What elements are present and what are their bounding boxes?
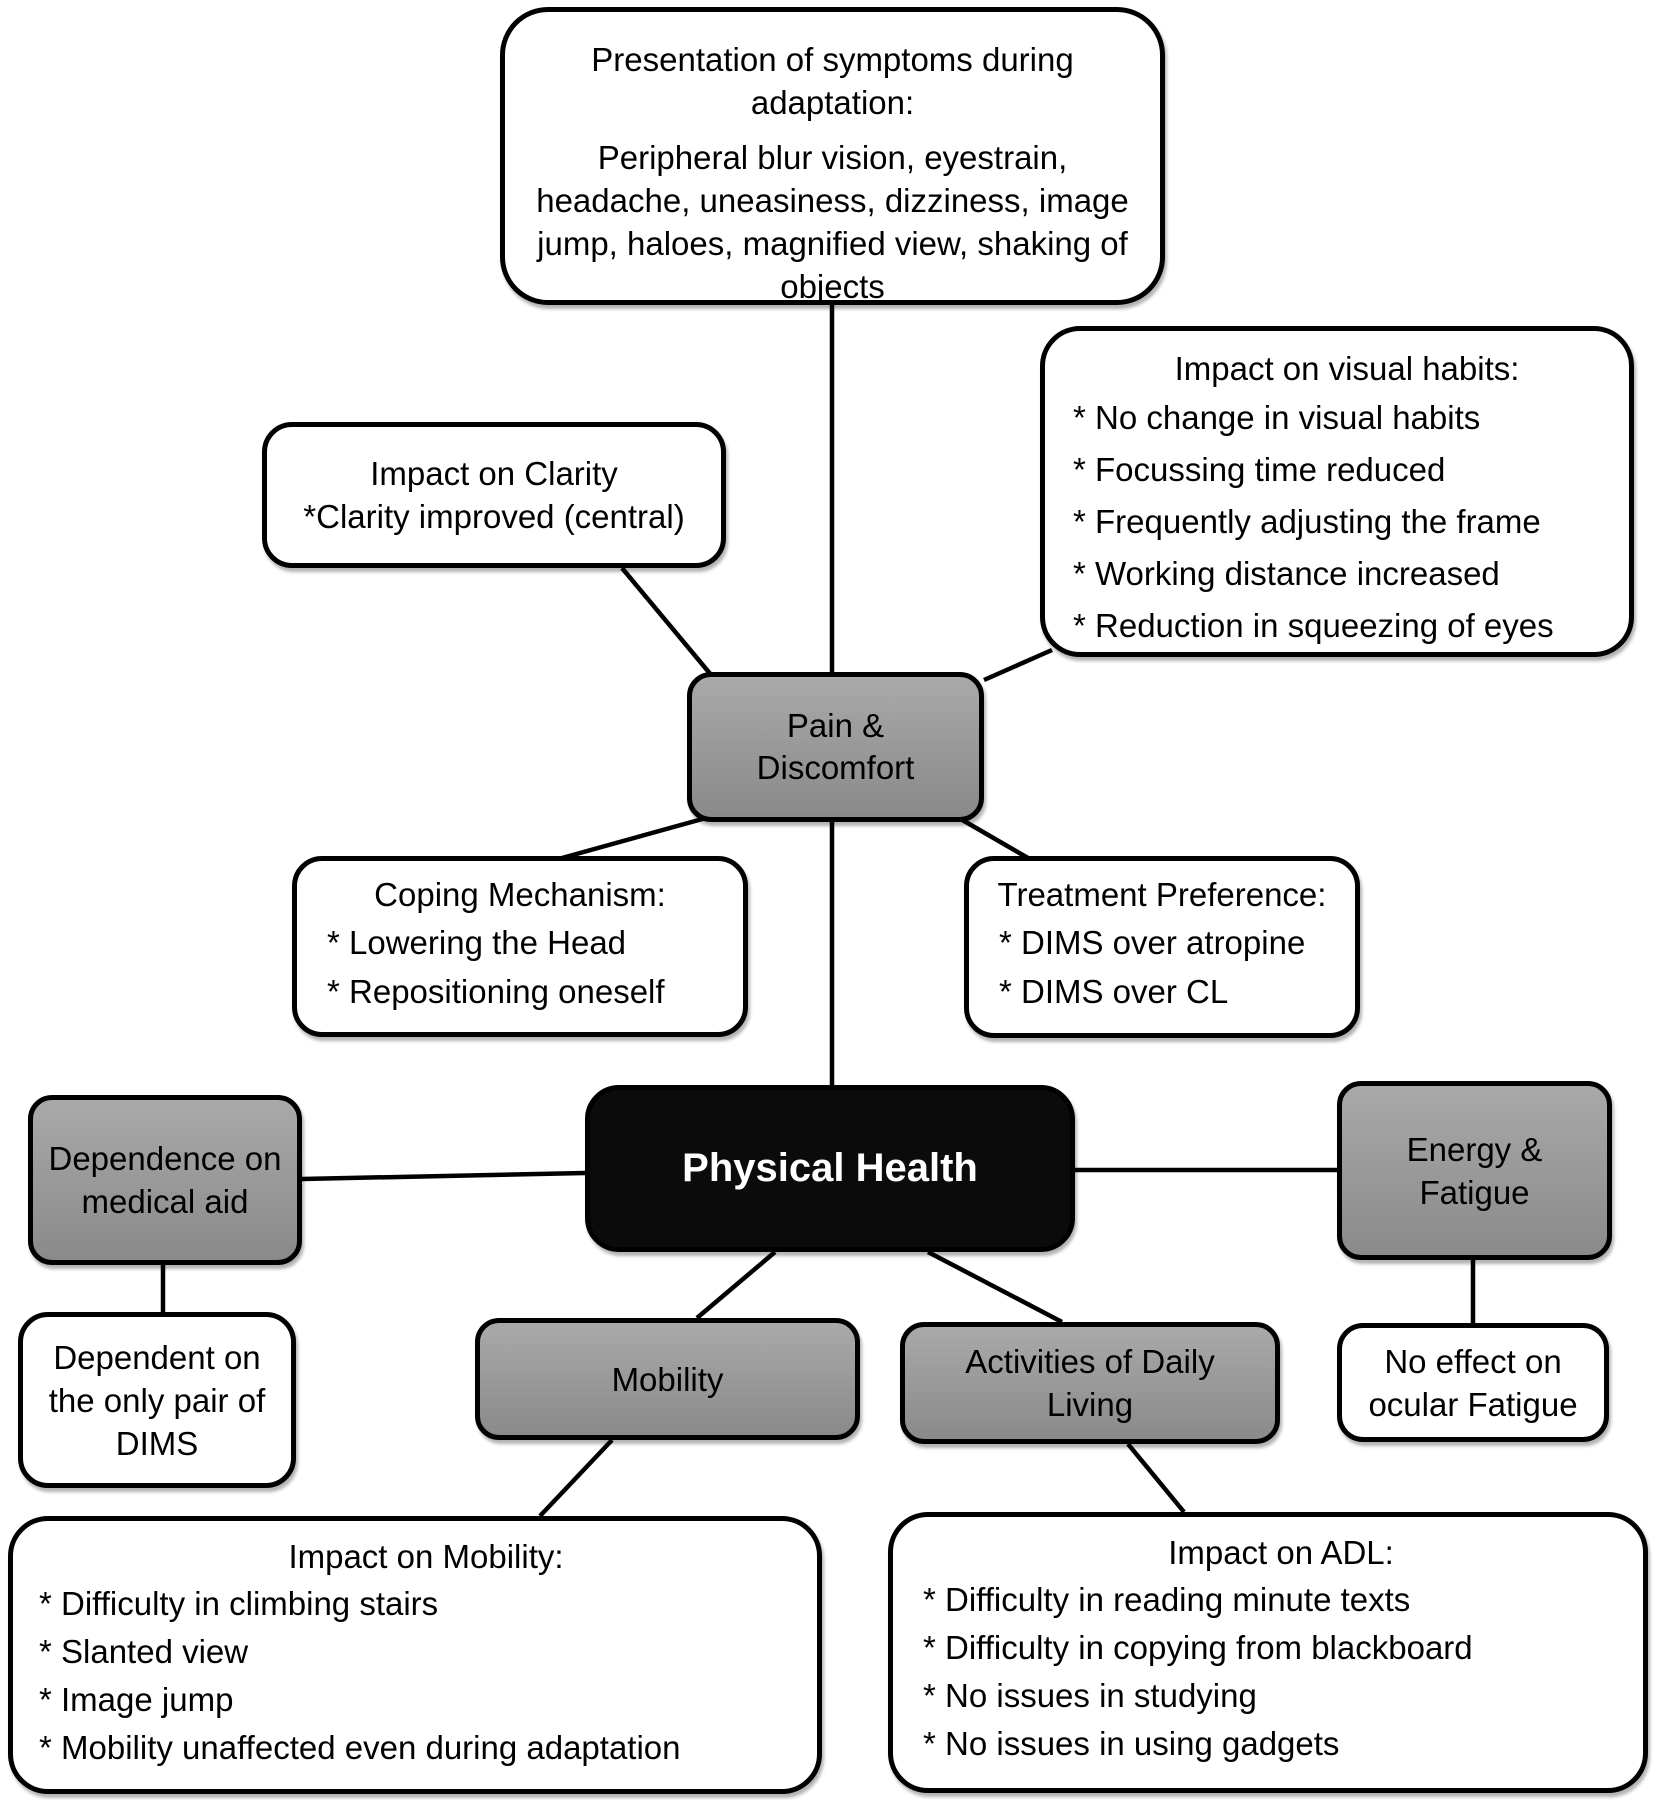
- clarity-title: Impact on Clarity: [370, 455, 618, 492]
- dependent-dims-label: Dependent on the only pair of DIMS: [48, 1338, 266, 1462]
- edge-adl-impactadl: [1128, 1444, 1184, 1512]
- treatment-items: [973, 918, 1351, 1016]
- edge-clarity-pain: [622, 568, 712, 676]
- edge-pain-coping: [562, 818, 706, 858]
- impact-mobility-item: * Image jump: [39, 1681, 234, 1718]
- treatment-title: Treatment Preference:: [997, 876, 1327, 913]
- edge-visualhabits-pain: [984, 650, 1052, 680]
- node-dependence-on-medical-aid: [28, 1095, 302, 1265]
- edge-physicalhealth-adl: [928, 1252, 1062, 1322]
- visual-habits-items: [1069, 392, 1625, 652]
- impact-adl-title: Impact on ADL:: [1168, 1534, 1394, 1571]
- visual-habits-item: * Focussing time reduced: [1073, 451, 1446, 488]
- impact-mobility-title: Impact on Mobility:: [288, 1538, 564, 1575]
- impact-adl-items: [923, 1576, 1639, 1768]
- symptoms-title: Presentation of symptoms during adaptation:: [591, 41, 1074, 121]
- energy-label: Energy & Fatigue: [1406, 1130, 1543, 1211]
- mobility-label: Mobility: [611, 1360, 724, 1398]
- visual-habits-item: * Working distance increased: [1073, 555, 1500, 592]
- treatment-item: * DIMS over atropine: [999, 924, 1306, 961]
- no-effect-label: No effect on ocular Fatigue: [1368, 1342, 1578, 1423]
- adl-label: Activities of Daily Living: [965, 1343, 1215, 1423]
- dependence-label: Dependence on medical aid: [48, 1140, 282, 1220]
- coping-title: Coping Mechanism:: [374, 876, 666, 913]
- node-coping-mechanism: [292, 856, 748, 1037]
- impact-adl-item: * Difficulty in reading minute texts: [923, 1581, 1411, 1618]
- impact-mobility-item: * Mobility unaffected even during adaptation: [39, 1729, 681, 1766]
- physical-health-label: Physical Health: [682, 1146, 978, 1190]
- node-impact-on-adl: [888, 1512, 1648, 1793]
- impact-mobility-items: [39, 1580, 813, 1772]
- node-no-effect-on-ocular-fatigue: [1337, 1323, 1609, 1442]
- node-symptoms-during-adaptation: [500, 7, 1165, 305]
- impact-adl-item: * No issues in using gadgets: [923, 1725, 1340, 1762]
- node-dependent-on-only-pair-of-dims: [18, 1312, 296, 1488]
- impact-mobility-item: * Slanted view: [39, 1633, 249, 1670]
- impact-adl-item: * Difficulty in copying from blackboard: [923, 1629, 1473, 1666]
- impact-adl-item: * No issues in studying: [923, 1677, 1257, 1714]
- node-impact-on-mobility: [8, 1516, 822, 1794]
- impact-mobility-item: * Difficulty in climbing stairs: [39, 1585, 439, 1622]
- node-treatment-preference: [964, 856, 1360, 1038]
- edge-physicalhealth-dependence: [302, 1173, 585, 1179]
- clarity-item: *Clarity improved (central): [303, 498, 685, 535]
- visual-habits-item: * No change in visual habits: [1073, 399, 1481, 436]
- edge-mobility-impactmobility: [540, 1440, 612, 1516]
- visual-habits-item: * Frequently adjusting the frame: [1073, 503, 1541, 540]
- coping-items: [301, 918, 739, 1016]
- symptoms-body: Peripheral blur vision, eyestrain, headache, uneasiness, dizziness, image jump, haloes, magnified view, shaking of objects: [536, 139, 1129, 305]
- coping-item: * Repositioning oneself: [327, 973, 665, 1010]
- node-pain-discomfort: [687, 672, 984, 822]
- node-energy-fatigue: [1337, 1081, 1612, 1260]
- node-impact-on-clarity: [262, 422, 726, 568]
- node-impact-on-visual-habits: [1040, 326, 1634, 657]
- treatment-item: * DIMS over CL: [999, 973, 1229, 1010]
- node-physical-health-central: [585, 1085, 1075, 1252]
- edge-physicalhealth-mobility: [697, 1252, 775, 1318]
- visual-habits-title: Impact on visual habits:: [1174, 350, 1520, 387]
- coping-item: * Lowering the Head: [327, 924, 627, 961]
- node-mobility: [475, 1318, 860, 1440]
- pain-label: Pain & Discomfort: [756, 707, 915, 786]
- visual-habits-item: * Reduction in squeezing of eyes: [1073, 607, 1554, 644]
- node-activities-of-daily-living: [900, 1322, 1280, 1444]
